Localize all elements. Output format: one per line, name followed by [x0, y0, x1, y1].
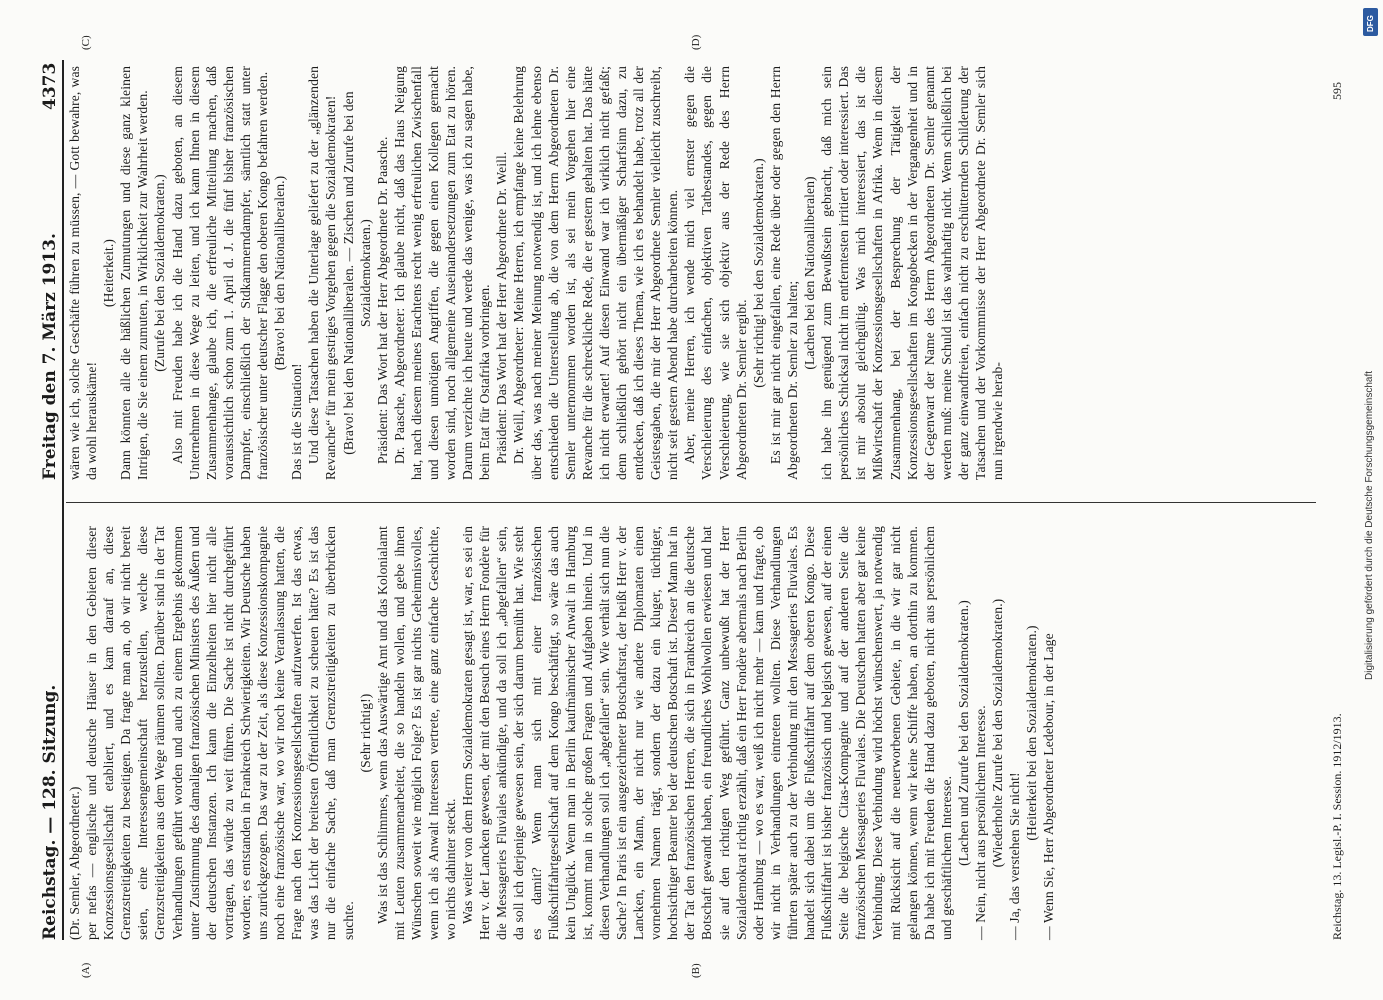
- interjection: (Sehr richtig!): [357, 693, 373, 773]
- interjection: (Lachen und Zurufe bei den Sozialdemokraten.): [955, 600, 971, 866]
- paragraph: wären wie ich, solche Geschäfte führen zu müssen, — Gott bewahre, was da wohl herauskäme!: [67, 66, 100, 480]
- paragraph: Und diese Tatsachen haben die Unterlage geliefert zu der „glänzenden Revanche“ für mein gestriges Vorgehen gegen die Sozialdemokraten!: [306, 66, 339, 480]
- interjection: (Zurufe bei den Sozialdemokraten.): [152, 174, 168, 372]
- paragraph: — Nein, nicht aus persönlichem Interesse.: [972, 705, 988, 940]
- paragraph: Aber, meine Herren, ich wende mich viel ernster gegen die Verschleierung des einfachen, objektiven Tatbestandes, gegen die Verschleierung, wie sie sich objektiv aus der Rede des Herrn Abgeordneten Dr. Semler ergibt.: [682, 66, 749, 480]
- paragraph: Das ist die Situation!: [289, 363, 305, 480]
- paragraph: Was ist das Schlimmes, wenn das Auswärtige Amt und das Kolonialamt mit Leuten zusammenarbeitet, die so handeln wollen, und gebe ihnen Wünschen soweit wie möglich Folge? Es ist gar nichts Geheimnisvolles, wenn ich als Anwalt Interessen vertrete, eine ganz einfache Geschichte, wo nichts dahinter steckt.: [374, 526, 459, 940]
- header-date: Freitag den 7. März 1913.: [40, 233, 60, 480]
- column-divider: [66, 502, 1316, 503]
- paragraph: Also mit Freuden habe ich die Hand dazu geboten, an diesem Unternehmen in diese Wege zu leiten, und ich kann Ihnen in diesem Zusammenhange, glaube ich, die erfreuliche Mitteilung machen, daß voraussichtlich schon zum 1. April d. J. die fünf bisher französischen Dampfer, einschließlich der Stdkammerndampfer, sämtlich statt unter französischer unter deutscher Flagge den oberen Kongo befahren werden.: [169, 66, 271, 480]
- header-session: Reichstag. — 128. Sitzung.: [40, 684, 60, 940]
- footer-session-info: Reichstag. 13. Legisl.-P. I. Session. 1912/1913.: [1330, 713, 1344, 940]
- paragraph: — Ja, das verstehen Sie nicht!: [1007, 772, 1023, 940]
- header-rule: [62, 60, 64, 940]
- paragraph: Präsident: Das Wort hat der Herr Abgeordnete Dr. Weill.: [494, 151, 510, 464]
- right-text-column: [66, 66, 1006, 480]
- interjection: (Heiterkeit.): [101, 238, 117, 308]
- paragraph: per nefas — englische und deutsche Häuser in den Gebieten dieser Konzessionsgesellschaft etabliert, und es kam darauf an, diese Grenzstreitigkeiten zu beseitigen. Da fragte man an, ob wir nicht bereit seien, eine Interessengemeinschaft herzustellen, welche diese Grenzstreitigkeiten aus dem Wege räumen sollten. Darüber sind in der Tat Verhandlungen geführt worden und auch zu einem Ergebnis gekommen unter Zustimmung des damaligen französischen Ministers des Äußern und der deutschen Instanzen. Ich kann die Einzelheiten hier nicht alle vortragen, das würde zu weit führen. Die Sache ist nicht durchgeführt worden; es entstanden in Frankreich Schwierigkeiten. Wir Deutsche haben uns zurückgezogen. Das war zu der Zeit, als diese Konzessionskompagnie noch eine französische war, wo wir noch keine Veranlassung hatten, die Frage nach den Konzessionsgesellschaften aufzuwerfen. Ist das etwas, was das Licht der breitesten Öffentlichkeit zu scheuen hätte? Es ist das nur die einfache Sache, daß man Grenzstreitigkeiten zu überbrücken suchte.: [84, 526, 356, 940]
- paragraph: ich habe ihn genügend zum Bewußtsein gebracht, daß mich sein persönliches Schicksal nicht im entferntesten irritiert oder interessiert. Das ist mir absolut gleichgültig. Was mich interessiert, das ist die Mißwirtschaft der Konzessionsgesellschaften in Afrika. Wenn in diesem Zusammenhang, bei der Besprechung der Tätigkeit der Konzessionsgesellschaften im Kongobecken in der Vergangenheit und in der Gegenwart der Name des Herrn Abgeordneten Dr. Semler genannt werden muß: meine Schuld ist das wahrhaftig nicht. Wenn schließlich bei der ganz einwandfreien, einfach nicht zu erschütternden Schilderung der Tatsachen und der Vorkommnisse der Herr Abgeordnete Dr. Semler sich nun irgendwie herab-: [819, 66, 1006, 480]
- paragraph: Dr. Weill, Abgeordneter: Meine Herren, ich empfange keine Belehrung über das, was nach meiner Meinung notwendig ist, und ich lehne ebenso entschieden die Unterstellung ab, die von dem Herrn Abgeordneten Dr. Semler unternommen worden ist, als sei mein Vorgehen hier eine Revanche für die schreckliche Rede, die er gestern gehalten hat. Das hätte ich nicht erwartet! Auf diesen Einwand war ich wirklich nicht gefaßt; denn schließlich gehört nicht ein übermäßiger Scharfsinn dazu, zu entdecken, daß ich dieses Thema, wie ich es behandelt habe, trotz all der Geistesgaben, die mir der Herr Abgeordnete Semler vielleicht zuschreibt, nicht seit gestern Abend habe durcharbeiten können.: [511, 66, 681, 480]
- paragraph: Dr. Paasche, Abgeordneter: Ich glaube nicht, daß das Haus Neigung hat, nach diesem meines Erachtens recht wenig erfreulichen Zwischenfall und diesen unnötigen Angriffen, die gegen einen Kollegen gemacht worden sind, noch allgemeine Auseinandersetzungen zum Etat zu hören. Darum verzichte ich heute und werde das wenige, was ich zu sagen habe, beim Etat für Ostafrika vorbringen.: [391, 66, 493, 480]
- interjection: (Bravo! bei den Nationalliberalen.): [272, 175, 288, 371]
- interjection: (Wiederholte Zurufe bei den Sozialdemokraten.): [990, 598, 1006, 868]
- margin-marker-d: (D): [690, 34, 702, 50]
- interjection: (Heiterkeit bei den Sozialdemokraten.): [1024, 625, 1040, 841]
- margin-marker-a: (A): [80, 962, 92, 978]
- paragraph: — Wenn Sie, Herr Abgeordneter Ledebour, in der Lage: [1041, 633, 1057, 940]
- interjection: (Sehr richtig! bei den Sozialdemokraten.): [750, 158, 766, 388]
- header-page-number: 4373: [40, 62, 60, 110]
- interjection: (Bravo! bei den Nationalliberalen. — Zischen und Zurufe bei den Sozialdemokraten.): [340, 91, 373, 455]
- left-text-column: [66, 526, 1057, 940]
- paragraph: Präsident: Das Wort hat der Herr Abgeordnete Dr. Paasche.: [374, 136, 390, 464]
- margin-marker-c: (C): [80, 35, 92, 50]
- paragraph: (Dr. Semler, Abgeordneter.): [67, 786, 82, 940]
- paragraph: Was weiter von dem Herrn Sozialdemokraten gesagt ist, war, es sei ein Herr v. der Lancken gewesen, der mit den Besuch eines Herrn Fondère für die Messageries Fluviales ankündigte, und da soll ich „abgefallen“ sein, da soll ich derjenige gewesen sein, der sich darum bemüht hat. Wie steht es damit? Wenn man sich mit einer französischen Flußschiffahrtgesellschaft auf dem Kongo beschäftigt, so wäre das auch kein Unglück. Wenn man in Berlin kaufmännischer Anwalt in Hamburg ist, kommt man in solche großen Fragen und Aufgaben hinein. Und in diesen Verhandlungen soll ich „abgefallen“ sein. Wie verhält sich nun die Sache? In Paris ist ein ausgezeichneter Botschaftsrat, der heißt Herr v. der Lancken, ein Mann, der nicht nur wie andere Diplomaten einen vornehmen Namen trägt, sondern der dazu ein kluger, tüchtiger, hochsichtiger Beamter bei der deutschen Botschaft ist. Dieser Mann hat in der Tat den französischen Herren, die sich in Frankreich an die deutsche Botschaft gewandt haben, ein freundliches Wohlwollen erwiesen und hat sie auf den richtigen Weg geführt. Ganz unbewußt hat der Herr Sozialdemokrat richtig erzählt, daß ein Herr Fondère abermals nach Berlin oder Hamburg — wo es war, weiß ich nicht mehr — kam und fragte, ob wir nicht in Verhandlungen eintreten wollten. Diese Verhandlungen führten später auch zu der Verbindung mit den Messageries Fluviales. Es handelt sich dabei um die Flußschiffahrt auf dem oberen Kongo. Diese Flußschiffahrt ist bisher französisch und belgisch gewesen, auf der einen Seite die belgische Citas-Kompagnie und auf der anderen Seite die französischen Messageries Fluviales. Die Deutschen hatten aber gar keine Verbindung. Diese Verbindung wird höchst wünschenswert, ja notwendig mit Rücksicht auf die neuerworbenen Gebiete, in die wir gar nicht gelangen können, wenn wir keine Schiffe haben, an dorthin zu kommen. Da habe ich mit Freuden die Hand dazu geboten, nicht aus persönlichem und geschäftlichem Interesse.: [460, 526, 954, 940]
- margin-marker-b: (B): [690, 963, 702, 978]
- interjection: (Lachen bei den Nationalliberalen): [802, 176, 818, 370]
- footer-sheet-number: 595: [1330, 82, 1344, 100]
- paragraph: Es ist mir gar nicht eingefallen, eine Rede über oder gegen den Herrn Abgeordneten Dr. Semler zu halten;: [767, 66, 800, 480]
- dfg-logo: DFG: [1363, 8, 1378, 36]
- paragraph: Dann könnten alle die häßlichen Zumutungen und diese ganz kleinen Intrigen, die Sie einem zumuten, in Wirklichkeit zur Wahrheit werden.: [118, 66, 151, 480]
- digitization-credit: Digitalisierung gefördert durch die Deutsche Forschungsgemeinschaft: [1364, 370, 1375, 680]
